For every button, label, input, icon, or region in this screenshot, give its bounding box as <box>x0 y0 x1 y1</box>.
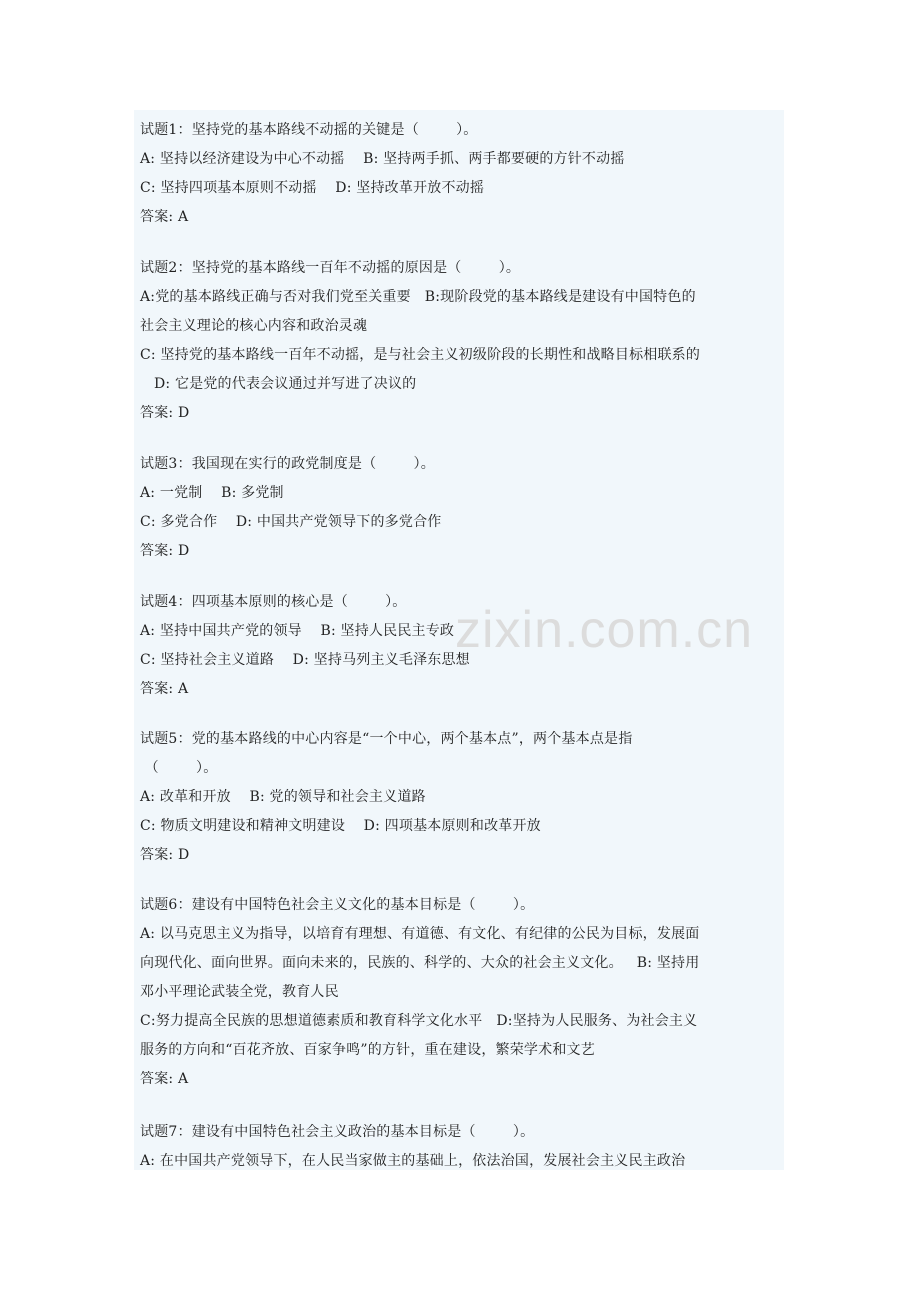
answer-line: 答案: D <box>140 543 190 559</box>
question-option-line: 服务的方向和“百花齐放、百家争鸣”的方针，重在建设，繁荣学术和文艺 <box>140 1042 595 1058</box>
question-option-line: C: 多党合作 D: 中国共产党领导下的多党合作 <box>140 514 442 530</box>
question-option-line: C: 物质文明建设和精神文明建设 D: 四项基本原则和改革开放 <box>140 818 541 834</box>
watermark: zixin.com.cn <box>455 601 754 659</box>
question-option-line: （ ）。 <box>140 760 218 776</box>
question-option-line: C: 坚持社会主义道路 D: 坚持马列主义毛泽东思想 <box>140 652 470 668</box>
answer-line: 答案: D <box>140 847 190 863</box>
question-option-line: A: 坚持以经济建设为中心不动摇 B: 坚持两手抓、两手都要硬的方针不动摇 <box>140 151 625 167</box>
question-option-line: 向现代化、面向世界。面向未来的，民族的、科学的、大众的社会主义文化。 B: 坚持用 <box>140 955 700 971</box>
answer-line: 答案: A <box>140 209 189 225</box>
question-stem: 试题5：党的基本路线的中心内容是“一个中心，两个基本点”，两个基本点是指 <box>140 731 633 747</box>
answer-line: 答案: A <box>140 1071 189 1087</box>
answer-line: 答案: A <box>140 681 189 697</box>
question-option-line: A: 坚持中国共产党的领导 B: 坚持人民民主专政 <box>140 623 455 639</box>
question-option-line: A:党的基本路线正确与否对我们党至关重要 B:现阶段党的基本路线是建设有中国特色的 <box>140 289 696 305</box>
question-stem: 试题6：建设有中国特色社会主义文化的基本目标是（ ）。 <box>140 897 535 913</box>
question-stem: 试题4：四项基本原则的核心是（ ）。 <box>140 594 407 610</box>
question-option-line: 邓小平理论武装全党，教育人民 <box>140 984 339 1000</box>
answer-line: 答案: D <box>140 405 190 421</box>
question-option-line: C:努力提高全民族的思想道德素质和教育科学文化水平 D:坚持为人民服务、为社会主义 <box>140 1013 698 1029</box>
question-option-line: C: 坚持党的基本路线一百年不动摇，是与社会主义初级阶段的长期性和战略目标相联系的 <box>140 347 701 363</box>
question-option-line: A: 在中国共产党领导下，在人民当家做主的基础上，依法治国，发展社会主义民主政治 <box>140 1153 686 1169</box>
question-stem: 试题1：坚持党的基本路线不动摇的关键是（ ）。 <box>140 122 478 138</box>
question-stem: 试题2：坚持党的基本路线一百年不动摇的原因是（ ）。 <box>140 260 521 276</box>
question-stem: 试题3：我国现在实行的政党制度是（ ）。 <box>140 456 435 472</box>
question-option-line: C: 坚持四项基本原则不动摇 D: 坚持改革开放不动摇 <box>140 180 485 196</box>
question-option-line: 社会主义理论的核心内容和政治灵魂 <box>140 318 368 334</box>
question-option-line: A: 一党制 B: 多党制 <box>140 485 284 501</box>
question-option-line: A: 改革和开放 B: 党的领导和社会主义道路 <box>140 789 426 805</box>
question-option-line: A: 以马克思主义为指导，以培育有理想、有道德、有文化、有纪律的公民为目标，发展面 <box>140 926 700 942</box>
question-stem: 试题7：建设有中国特色社会主义政治的基本目标是（ ）。 <box>140 1124 535 1140</box>
question-option-line: D: 它是党的代表会议通过并写进了决议的 <box>140 376 417 392</box>
